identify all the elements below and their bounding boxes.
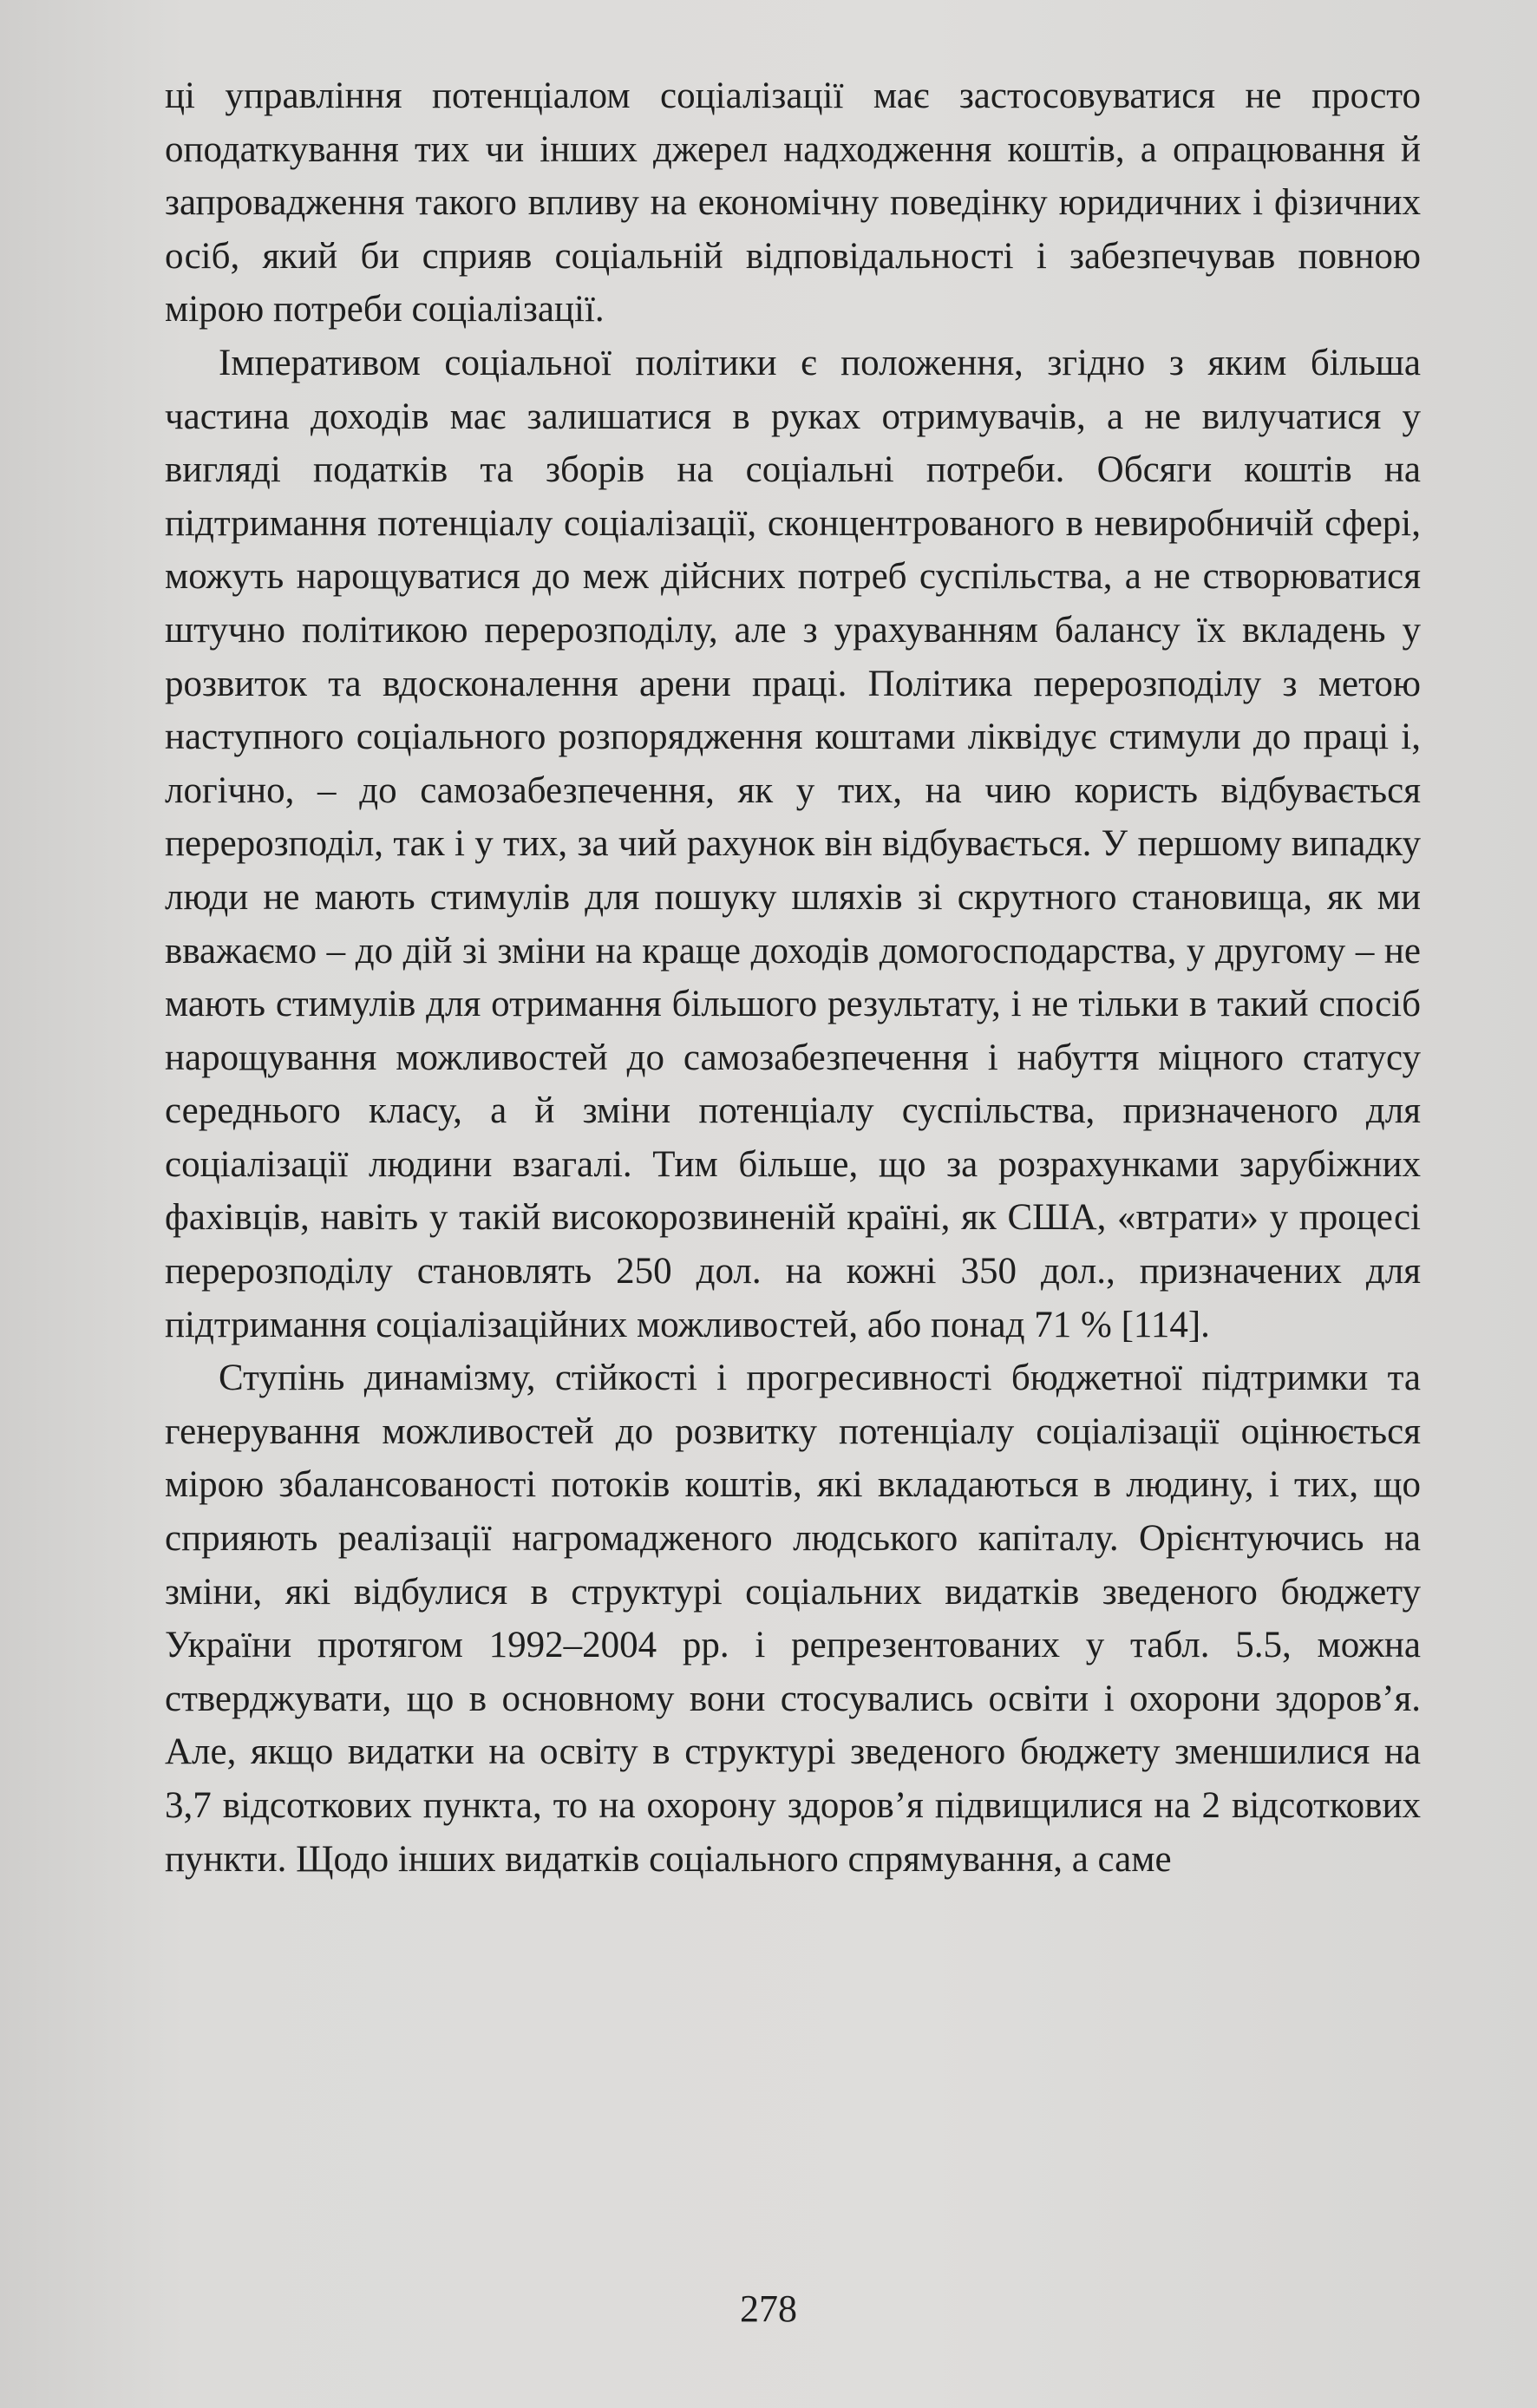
paragraph-2: Імперативом соціальної політики є положення, згідно з яким більша частина доходів має залишатися в руках отримувачів, а не вилучатися у вигляді податків та зборів на соціальні потреби. Обсяги коштів на підтримання потенціалу соціалізації, сконцентрованого в невиробничій сфері, можуть нарощуватися до меж дійсних потреб суспільства, а не створюватися штучно політикою перерозподілу, але з урахуванням балансу їх вкладень у розвиток та вдосконалення арени праці. Політика перерозподілу з метою наступного соціального розпорядження коштами ліквідує стимули до праці і, логічно, – до самозабезпечення, як у тих, на чию користь відбувається перерозподіл, так і у тих, за чий рахунок він відбувається. У першому випадку люди не мають стимулів для пошуку шляхів зі скрутного становища, як ми вважаємо – до дій зі зміни на краще доходів домогосподарства, у другому – не мають стимулів для отримання більшого результату, і не тільки в такий спосіб нарощування можливостей до самозабезпечення і набуття міцного статусу середнього класу, а й зміни потенціалу суспільства, призначеного для соціалізації людини взагалі. Тим більше, що за розрахунками зарубіжних фахівців, навіть у такій високорозвиненій країні, як США, «втрати» у процесі перерозподілу становлять 250 дол. на кожні 350 дол., призначених для підтримання соціалізаційних можливостей, або понад 71 % [114]. [165, 342, 1421, 1345]
page-number: 278 [740, 2287, 797, 2330]
paragraph-3: Ступінь динамізму, стійкості і прогресивності бюджетної підтримки та генерування можливостей до розвитку потенціалу соціалізації оцінюється мірою збалансованості потоків коштів, які вкладаються в людину, і тих, що сприяють реалізації нагромадженого людського капіталу. Орієнтуючись на зміни, які відбулися в структурі соціальних видатків зведеного бюджету України протягом 1992–2004 рр. і репрезентованих у табл. 5.5, можна стверджувати, що в основному вони стосувались освіти і охорони здоров’я. Але, якщо видатки на освіту в структурі зведеного бюджету зменшилися на 3,7 відсоткових пункта, то на охорону здоров’я підвищилися на 2 відсоткових пункти. Щодо інших видатків соціального спрямування, а саме [165, 1358, 1421, 1880]
paragraph-1: ці управління потенціалом соціалізації має застосовуватися не просто оподаткування тих чи інших джерел надходження коштів, а опрацювання й запровадження такого впливу на економічну поведінку юридичних і фізичних осіб, який би сприяв соціальній відповідальності і забезпечував повною мірою потреби соціалізації. [165, 75, 1421, 330]
body-text [165, 69, 1421, 1886]
